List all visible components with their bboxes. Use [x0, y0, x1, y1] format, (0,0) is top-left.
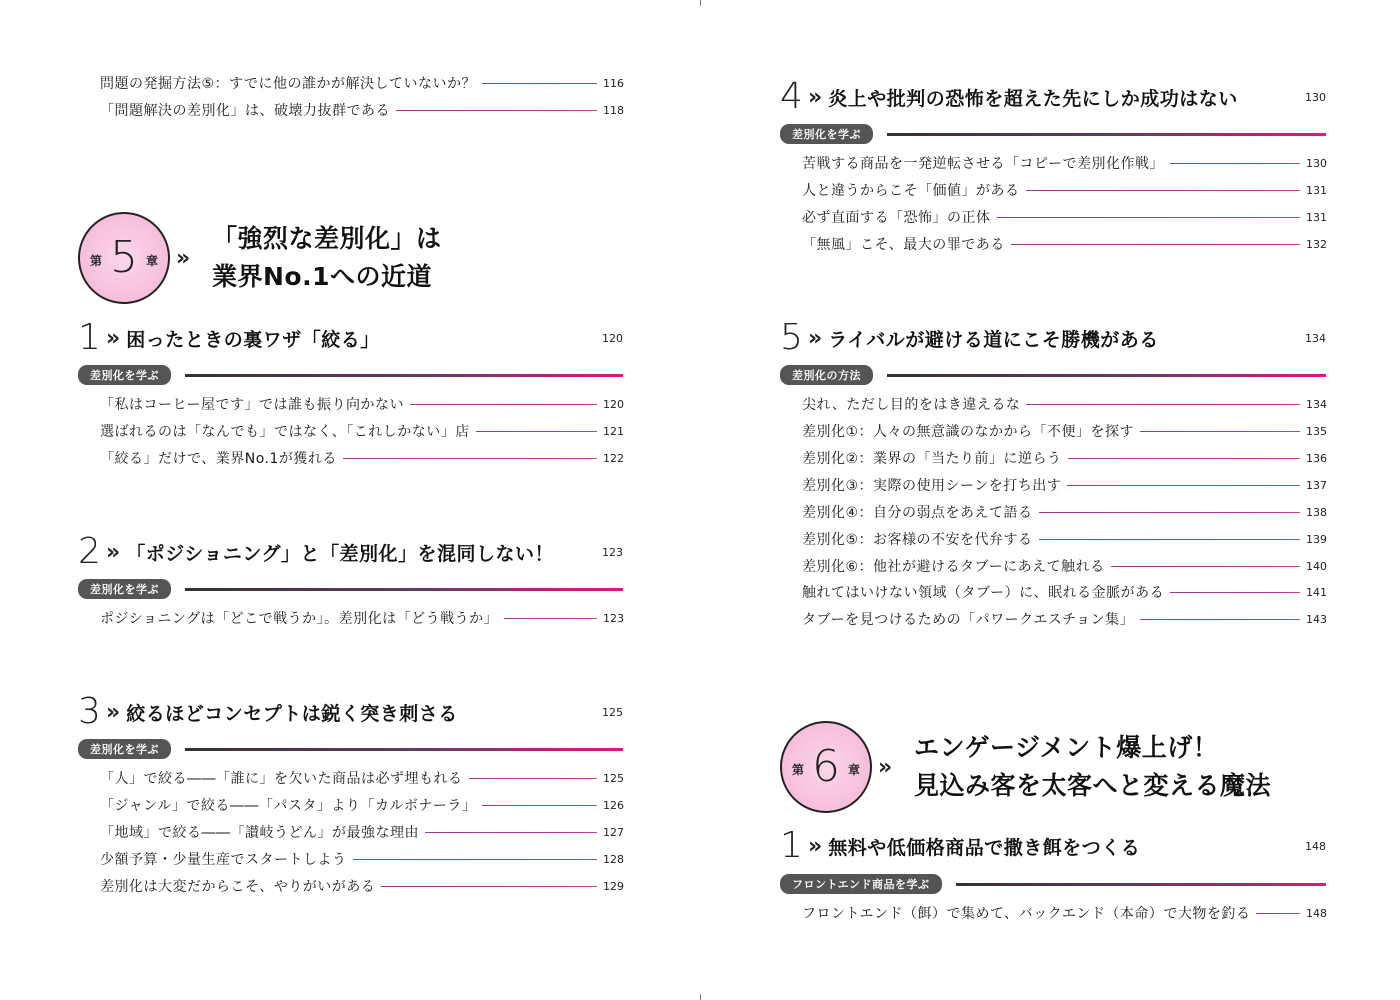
double-chevron-icon: »	[808, 84, 823, 110]
section-number: 4	[780, 76, 803, 117]
leader-line	[482, 83, 597, 84]
section-number: 1	[780, 825, 803, 866]
entry-page: 121	[603, 424, 624, 438]
entry-title: 差別化①：人々の無意識のなかから「不便」を探す	[802, 424, 1135, 440]
entry-title: 触れてはいけない領域（タブー）に、眠れる金脈がある	[802, 585, 1165, 601]
leader-line	[1111, 566, 1300, 567]
chapter-badge	[78, 212, 170, 304]
double-chevron-icon: »	[106, 325, 121, 351]
section-tag-row	[78, 740, 623, 758]
toc-entry[interactable]	[78, 394, 623, 414]
tag-rule	[887, 133, 1326, 136]
entry-page: 148	[1306, 906, 1327, 920]
leader-line	[381, 886, 597, 887]
leader-line	[1140, 619, 1300, 620]
entry-title: 「絞る」だけで、業界No.1が獲れる	[100, 451, 337, 467]
toc-entry[interactable]	[780, 421, 1326, 441]
leader-line	[1170, 163, 1300, 164]
entry-title: 「問題解決の差別化」は、破壊力抜群である	[100, 103, 390, 119]
toc-entry[interactable]	[78, 876, 623, 896]
leader-line	[1026, 404, 1300, 405]
leader-line	[504, 618, 597, 619]
double-chevron-icon: »	[878, 755, 893, 780]
entry-page: 127	[603, 825, 624, 839]
entry-page: 131	[1306, 210, 1327, 224]
chapter-title-line-1: 「強烈な差別化」は	[212, 224, 442, 253]
toc-entry[interactable]	[780, 903, 1326, 923]
section-heading[interactable]	[780, 317, 1326, 358]
toc-entry[interactable]	[780, 502, 1326, 522]
entry-title: 「無風」こそ、最大の罪である	[802, 237, 1005, 253]
entry-page: 123	[603, 611, 624, 625]
entry-title: 必ず直面する「恐怖」の正体	[802, 210, 991, 226]
chapter-prefix: 第	[792, 763, 805, 777]
section-title: 無料や低価格商品で撒き餌をつくる	[828, 836, 1141, 859]
entry-title: 「人」で絞る――「誰に」を欠いた商品は必ず埋もれる	[100, 771, 463, 787]
entry-page: 130	[1306, 156, 1327, 170]
toc-entry[interactable]	[780, 556, 1326, 576]
chapter-number: 6	[812, 741, 840, 792]
chapter-title-line-2: 業界No.1への近道	[212, 262, 432, 291]
entry-title: 「私はコーヒー屋です」では誰も振り向かない	[100, 397, 404, 413]
section-number: 3	[78, 691, 101, 732]
entry-page: 131	[1306, 183, 1327, 197]
leader-line	[1039, 512, 1300, 513]
section-page: 120	[602, 331, 623, 345]
toc-entry[interactable]	[78, 795, 623, 815]
toc-entry[interactable]	[78, 608, 623, 628]
leader-line	[1068, 458, 1300, 459]
double-chevron-icon: »	[176, 246, 191, 271]
toc-entry[interactable]	[780, 448, 1326, 468]
entry-title: 人と違うからこそ「価値」がある	[802, 183, 1020, 199]
entry-page: 137	[1306, 478, 1327, 492]
entry-page: 126	[603, 798, 624, 812]
section-page: 134	[1305, 331, 1326, 345]
entry-page: 138	[1306, 505, 1327, 519]
toc-entry[interactable]	[780, 394, 1326, 414]
toc-entry[interactable]	[780, 180, 1326, 200]
section-title: 炎上や批判の恐怖を超えた先にしか成功はない	[828, 87, 1238, 110]
entry-title: 差別化④：自分の弱点をあえて語る	[802, 505, 1033, 521]
leader-line	[1170, 592, 1300, 593]
entry-title: 尖れ、ただし目的をはき違えるな	[802, 397, 1021, 413]
leader-line	[1067, 485, 1300, 486]
chapter-number: 5	[110, 232, 138, 283]
leader-line	[1026, 190, 1301, 191]
entry-title: フロントエンド（餌）で集めて、バックエンド（本命）で大物を釣る	[802, 906, 1251, 922]
double-chevron-icon: »	[808, 833, 823, 859]
entry-page: 118	[603, 103, 624, 117]
entry-page: 128	[603, 852, 624, 866]
toc-entry[interactable]	[780, 234, 1326, 254]
chapter-suffix: 章	[847, 763, 860, 777]
section-tag-row	[780, 125, 1326, 143]
leader-line	[343, 458, 597, 459]
toc-entry[interactable]	[780, 609, 1326, 629]
section-tag: 差別化を学ぶ	[78, 365, 171, 385]
chapter-title-line-1: エンゲージメント爆上げ！	[914, 733, 1219, 762]
section-tag-row	[78, 580, 623, 598]
entry-page: 141	[1306, 585, 1327, 599]
section-title: 「ポジショニング」と「差別化」を混同しない！	[126, 542, 554, 565]
section-tag: 差別化の方法	[780, 365, 873, 385]
section-title: ライバルが避ける道にこそ勝機がある	[828, 328, 1159, 351]
toc-entry[interactable]	[780, 475, 1326, 495]
entry-page: 136	[1306, 451, 1327, 465]
section-page: 125	[602, 705, 623, 719]
entry-title: 差別化⑤：お客様の不安を代弁する	[802, 532, 1033, 548]
toc-entry[interactable]	[78, 448, 623, 468]
crop-mark-top	[700, 0, 701, 6]
entry-title: 差別化③：実際の使用シーンを打ち出す	[802, 478, 1062, 494]
toc-entry[interactable]	[780, 582, 1326, 602]
leader-line	[1140, 431, 1300, 432]
entry-title: 選ばれるのは「なんでも」ではなく、「これしかない」店	[100, 424, 470, 440]
entry-title: 「地域」で絞る――「讃岐うどん」が最強な理由	[100, 825, 419, 841]
toc-entry[interactable]	[78, 768, 623, 788]
crop-mark-bottom	[700, 994, 701, 1000]
entry-page: 135	[1306, 424, 1327, 438]
entry-page: 139	[1306, 532, 1327, 546]
entry-page: 120	[603, 397, 624, 411]
toc-entry[interactable]	[78, 822, 623, 842]
section-number: 5	[780, 317, 803, 358]
entry-page: 122	[603, 451, 624, 465]
double-chevron-icon: »	[808, 325, 823, 351]
entry-title: 差別化⑥：他社が避けるタブーにあえて触れる	[802, 559, 1105, 575]
leader-line	[1039, 539, 1300, 540]
leader-line	[469, 778, 598, 779]
leader-line	[396, 110, 597, 111]
leader-line	[997, 217, 1301, 218]
toc-entry[interactable]	[78, 73, 623, 93]
chapter-badge	[780, 721, 872, 813]
toc-entry[interactable]	[780, 529, 1326, 549]
section-tag: 差別化を学ぶ	[780, 124, 873, 144]
leader-line	[1011, 244, 1300, 245]
section-tag-row	[780, 875, 1326, 893]
entry-title: 差別化は大変だからこそ、やりがいがある	[100, 879, 376, 895]
tag-rule	[185, 748, 623, 751]
section-tag: フロントエンド商品を学ぶ	[780, 874, 942, 894]
toc-entry[interactable]	[780, 153, 1326, 173]
chapter-suffix: 章	[145, 254, 158, 268]
entry-title: ポジショニングは「どこで戦うか」。差別化は「どう戦うか」	[100, 611, 499, 627]
section-number: 2	[78, 531, 101, 572]
entry-page: 129	[603, 879, 624, 893]
section-title: 困ったときの裏ワザ「絞る」	[126, 328, 380, 351]
leader-line	[482, 805, 597, 806]
toc-entry[interactable]	[78, 100, 623, 120]
section-page: 148	[1305, 839, 1326, 853]
section-tag: 差別化を学ぶ	[78, 739, 171, 759]
section-heading[interactable]	[78, 317, 623, 358]
section-heading[interactable]	[780, 825, 1326, 866]
chapter-title	[914, 729, 1271, 805]
section-tag: 差別化を学ぶ	[78, 579, 171, 599]
leader-line	[425, 832, 597, 833]
section-tag-row	[780, 366, 1326, 384]
chapter-prefix: 第	[90, 254, 103, 268]
section-page: 123	[602, 545, 623, 559]
entry-title: 問題の発掘方法⑤：すでに他の誰かが解決していないか？	[100, 76, 476, 92]
entry-page: 125	[603, 771, 624, 785]
section-page: 130	[1305, 90, 1326, 104]
tag-rule	[956, 883, 1326, 886]
section-title: 絞るほどコンセプトは鋭く突き刺さる	[126, 702, 458, 725]
section-number: 1	[78, 317, 101, 358]
leader-line	[410, 404, 597, 405]
double-chevron-icon: »	[106, 539, 121, 565]
toc-entry[interactable]	[78, 421, 623, 441]
entry-title: 少額予算・少量生産でスタートしよう	[100, 852, 347, 868]
toc-entry[interactable]	[780, 207, 1326, 227]
toc-entry[interactable]	[78, 849, 623, 869]
leader-line	[1256, 913, 1300, 914]
entry-page: 132	[1306, 237, 1327, 251]
section-heading[interactable]	[78, 691, 623, 732]
entry-page: 116	[603, 76, 624, 90]
section-tag-row	[78, 366, 623, 384]
entry-page: 140	[1306, 559, 1327, 573]
entry-title: タブーを見つけるための「パワークエスチョン集」	[802, 612, 1135, 628]
entry-page: 134	[1306, 397, 1327, 411]
chapter-title-line-2: 見込み客を太客へと変える魔法	[914, 771, 1272, 800]
leader-line	[476, 431, 597, 432]
tag-rule	[185, 588, 623, 591]
entry-title: 差別化②：業界の「当たり前」に逆らう	[802, 451, 1062, 467]
tag-rule	[887, 374, 1326, 377]
section-heading[interactable]	[780, 76, 1326, 117]
leader-line	[353, 859, 598, 860]
chapter-title	[212, 220, 442, 296]
section-heading[interactable]	[78, 531, 623, 572]
entry-page: 143	[1306, 612, 1327, 626]
entry-title: 「ジャンル」で絞る――「パスタ」より「カルボナーラ」	[100, 798, 477, 814]
entry-title: 苦戦する商品を一発逆転させる「コピーで差別化作戦」	[802, 156, 1164, 172]
double-chevron-icon: »	[106, 699, 121, 725]
tag-rule	[185, 374, 623, 377]
